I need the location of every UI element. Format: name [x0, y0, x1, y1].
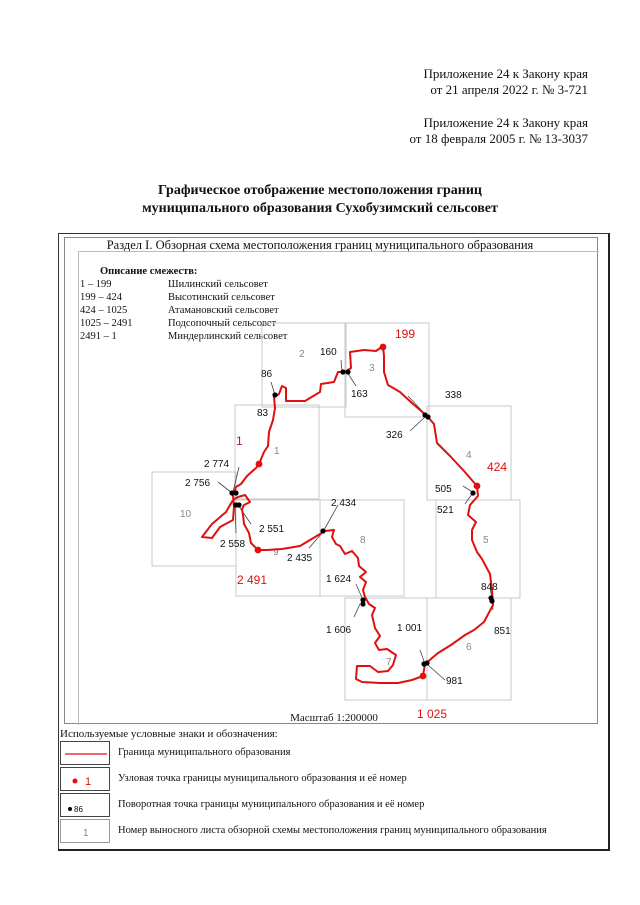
adjacency-name: Шилинский сельсовет	[168, 279, 268, 290]
sheet-number: 5	[483, 535, 489, 546]
adjacency-row	[80, 304, 287, 317]
turn-label: 505	[435, 484, 452, 495]
appendix-header-old	[409, 115, 588, 147]
turn-label: 163	[351, 389, 368, 400]
adjacency-name: Атамановский сельсовет	[168, 305, 279, 316]
adjacency-range: 1 – 199	[80, 279, 112, 290]
adjacency-range: 424 – 1025	[80, 305, 128, 316]
sheet-number-sample: 1	[83, 828, 89, 839]
adjacency-name: Подсопочный сельсовет	[168, 318, 277, 329]
adjacency-row	[80, 278, 287, 291]
turn-label: 2 756	[185, 478, 211, 489]
nodal-label: 1 025	[417, 707, 448, 721]
nodal-point-icon	[61, 768, 111, 792]
adjacency-range: 2491 – 1	[80, 331, 117, 342]
legend-item-sheet-number	[60, 819, 611, 845]
turn-label: 521	[437, 505, 454, 516]
title-line-2: муниципального образования Сухобузимский сельсовет	[142, 201, 498, 216]
legend-text: Номер выносного листа обзорной схемы местоположения границ муниципального образования	[118, 825, 547, 836]
section-title: Раздел I. Обзорная схема местоположения границ муниципального образования	[106, 238, 534, 252]
sheet-number: 7	[386, 657, 392, 668]
legend-text: Поворотная точка границы муниципального образования и её номер	[118, 799, 425, 810]
sheet-number: 4	[466, 450, 472, 461]
appendix-line-2: от 21 апреля 2022 г. № 3-721	[430, 82, 588, 97]
turn-label: 851	[494, 626, 511, 637]
adjacency-row	[80, 317, 287, 330]
appendix-line-1: Приложение 24 к Закону края	[423, 66, 588, 81]
legend-item-turn-point	[60, 793, 611, 819]
sheet-number: 9	[273, 547, 279, 558]
adjacency-range: 1025 – 2491	[80, 318, 133, 329]
turn-label: 1 606	[326, 625, 352, 636]
nodal-point-sample: 1	[85, 776, 92, 788]
adjacency-description	[80, 265, 287, 343]
sheet-number: 6	[466, 642, 472, 653]
map-scale: Масштаб 1:200000	[290, 712, 378, 724]
turn-label: 2 434	[331, 498, 357, 509]
adjacency-row	[80, 291, 287, 304]
legend-text: Граница муниципального образования	[118, 747, 291, 758]
boundary-line-icon	[61, 742, 111, 766]
nodal-label: 2 491	[237, 573, 268, 587]
turn-label: 848	[481, 582, 498, 593]
sheet-number: 1	[274, 446, 280, 457]
turn-label: 1 624	[326, 574, 352, 585]
sheet-number: 8	[360, 535, 366, 546]
turn-label: 83	[257, 408, 269, 419]
turn-label: 2 551	[259, 524, 285, 535]
sheet-number-symbol	[60, 819, 110, 843]
turn-label: 2 435	[287, 553, 313, 564]
turn-label: 326	[386, 430, 403, 441]
legend-item-nodal-point	[60, 767, 611, 793]
turn-label: 1 001	[397, 623, 423, 634]
sheet-number-icon	[61, 820, 111, 844]
appendix-line-4: от 18 февраля 2005 г. № 13-3037	[409, 131, 588, 146]
appendix-header	[423, 66, 588, 98]
nodal-label: 199	[395, 327, 416, 341]
sheet-number: 3	[369, 363, 375, 374]
title-line-1: Графическое отображение местоположения границ	[158, 183, 482, 198]
sheet-number: 2	[299, 349, 305, 360]
turn-point-sample: 86	[74, 805, 83, 814]
adjacency-range: 199 – 424	[80, 292, 122, 303]
legend-text: Узловая точка границы муниципального образования и её номер	[118, 773, 407, 784]
adjacency-name: Миндерлинский сельсовет	[168, 331, 288, 342]
document-title	[0, 182, 640, 218]
sheet-number: 10	[180, 509, 192, 520]
legend-item-boundary	[60, 741, 611, 767]
nodal-point-symbol	[60, 767, 110, 791]
turn-label: 160	[320, 347, 337, 358]
legend-title: Используемые условные знаки и обозначения:	[60, 728, 278, 740]
turn-label: 338	[445, 390, 462, 401]
adjacency-name: Высотинский сельсовет	[168, 292, 275, 303]
turn-point-symbol	[60, 793, 110, 817]
adjacency-heading: Описание смежеств:	[100, 266, 198, 277]
nodal-label: 1	[236, 434, 243, 448]
turn-label: 86	[261, 369, 273, 380]
turn-label: 981	[446, 676, 463, 687]
turn-label: 2 774	[204, 459, 230, 470]
boundary-line-symbol	[60, 741, 110, 765]
turn-point-icon	[61, 794, 111, 818]
adjacency-row	[80, 330, 287, 343]
turn-label: 2 558	[220, 539, 246, 550]
adjacency-table	[80, 278, 287, 343]
appendix-line-3: Приложение 24 к Закону края	[423, 115, 588, 130]
nodal-label: 424	[487, 460, 508, 474]
